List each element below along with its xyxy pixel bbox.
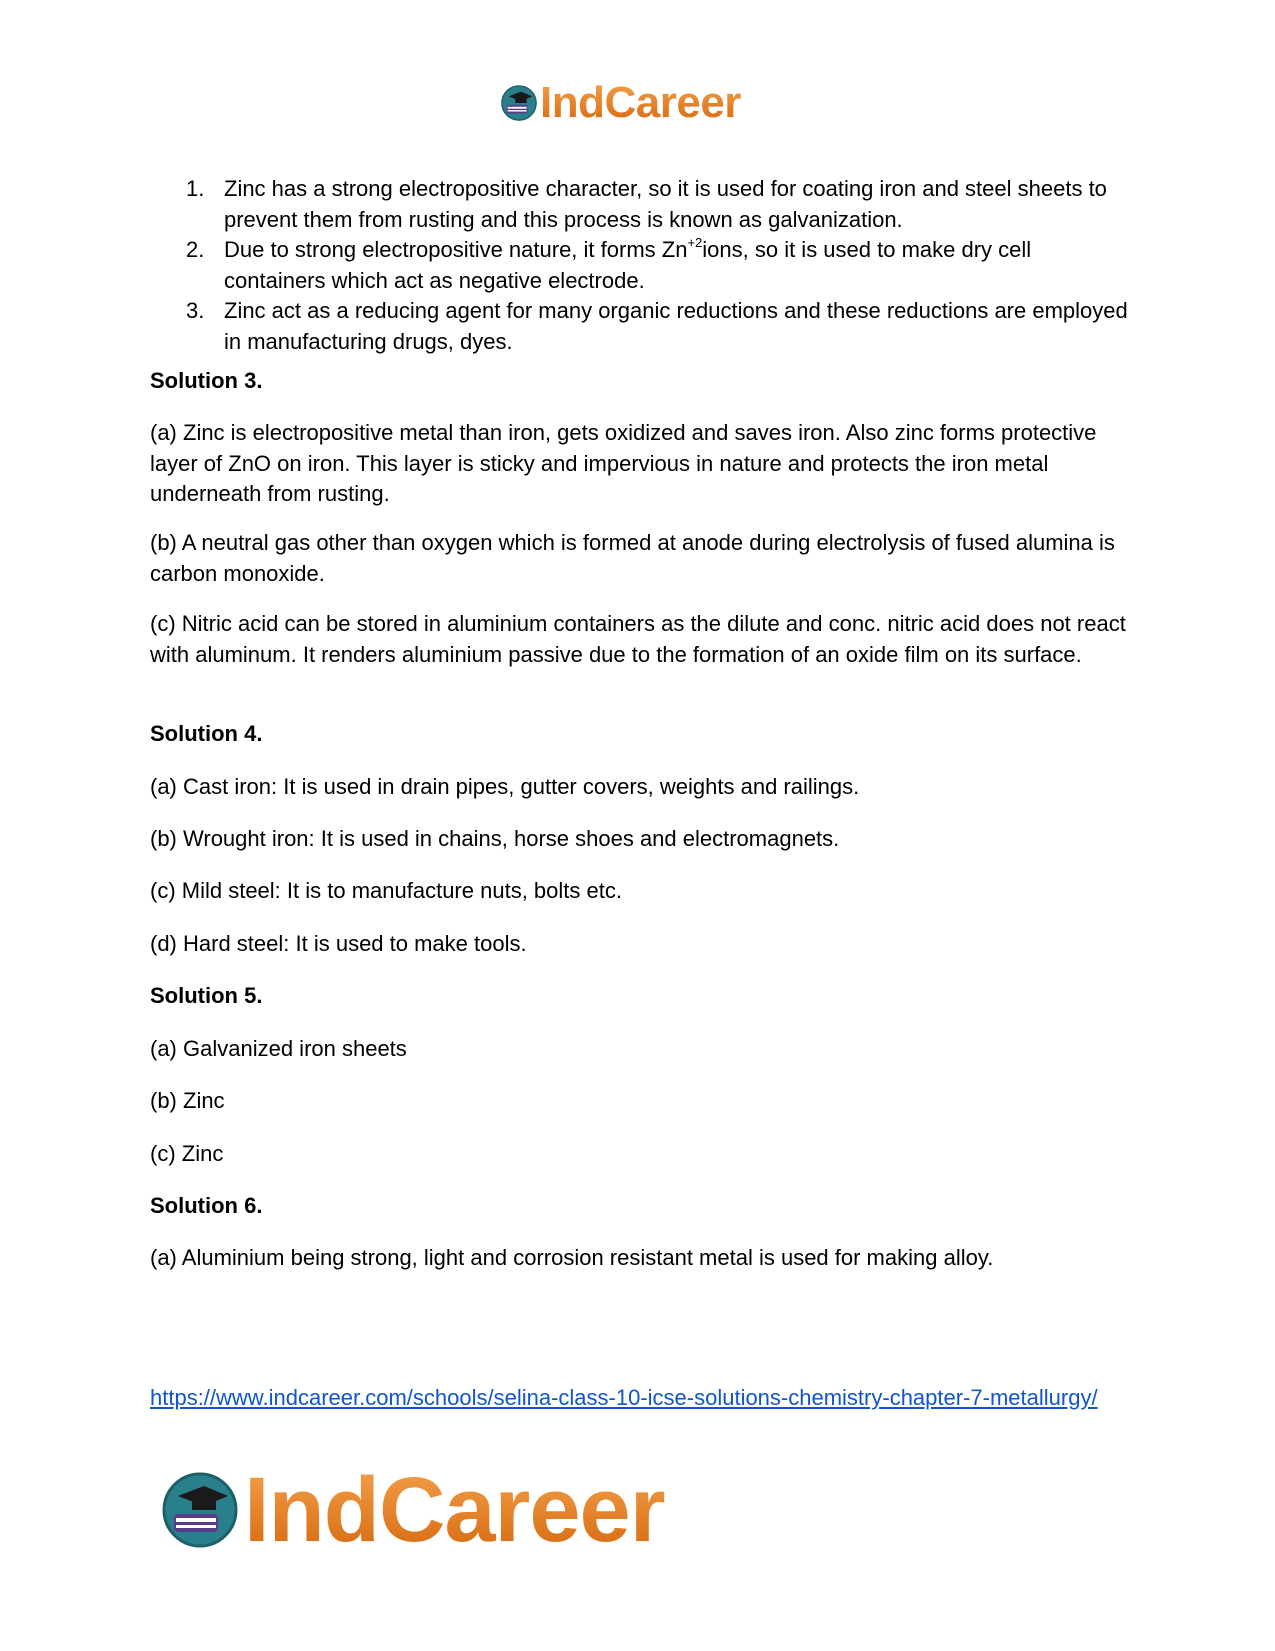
solution-3-part-c: (c) Nitric acid can be stored in aluminium containers as the dilute and conc. nitric acid does not react with aluminum. It renders aluminium passive due to the formation of an oxide film on its surface. xyxy=(150,611,1126,667)
footer-logo xyxy=(160,1460,665,1560)
solution-5-heading: Solution 5. xyxy=(150,983,263,1008)
brand-name: IndCareer xyxy=(244,1459,665,1561)
brand-name: IndCareer xyxy=(540,78,741,127)
list-item-text: Zinc act as a reducing agent for many organic reductions and these reductions are employed in manufacturing drugs, dyes. xyxy=(224,298,1128,354)
solution-4-part-d: (d) Hard steel: It is used to make tools. xyxy=(150,931,527,956)
solution-3-heading: Solution 3. xyxy=(150,368,263,393)
solution-5-part-c: (c) Zinc xyxy=(150,1141,224,1166)
solution-4-part-c: (c) Mild steel: It is to manufacture nuts, bolts etc. xyxy=(150,878,622,903)
list-number: 2. xyxy=(186,237,205,262)
solution-6-part-a: (a) Aluminium being strong, light and corrosion resistant metal is used for making alloy. xyxy=(150,1245,994,1270)
source-link[interactable]: https://www.indcareer.com/schools/selina-class-10-icse-solutions-chemistry-chapter-7-metallurgy/ xyxy=(150,1385,1098,1410)
header-logo xyxy=(500,78,741,128)
list-item xyxy=(150,174,1130,235)
solution-5-part-b: (b) Zinc xyxy=(150,1088,225,1113)
graduation-cap-book-icon xyxy=(500,84,538,122)
text-after-superscript: ions, so it is used to make dry cell containers which act as negative electrode. xyxy=(224,237,1032,293)
solution-6-heading: Solution 6. xyxy=(150,1193,263,1218)
solution-4-part-b: (b) Wrought iron: It is used in chains, horse shoes and electromagnets. xyxy=(150,826,840,851)
graduation-cap-book-icon xyxy=(160,1470,240,1550)
numbered-list xyxy=(150,174,1130,357)
text-before-superscript: Due to strong electropositive nature, it forms Zn xyxy=(224,237,688,262)
solution-4-part-a: (a) Cast iron: It is used in drain pipes, gutter covers, weights and railings. xyxy=(150,774,860,799)
solution-3-part-b: (b) A neutral gas other than oxygen which is formed at anode during electrolysis of fused alumina is carbon monoxide. xyxy=(150,530,1115,586)
list-item xyxy=(150,235,1130,296)
list-number: 1. xyxy=(186,176,205,201)
list-item-text xyxy=(224,234,1032,293)
list-number: 3. xyxy=(186,298,205,323)
solution-3-part-a: (a) Zinc is electropositive metal than iron, gets oxidized and saves iron. Also zinc forms protective layer of ZnO on iron. This layer is sticky and impervious in nature and protects the iron metal underneath from rusting. xyxy=(150,420,1097,506)
list-item-text: Zinc has a strong electropositive character, so it is used for coating iron and steel sheets to prevent them from rusting and this process is known as galvanization. xyxy=(224,176,1107,232)
list-item xyxy=(150,296,1130,357)
solution-5-part-a: (a) Galvanized iron sheets xyxy=(150,1036,407,1061)
solution-4-heading: Solution 4. xyxy=(150,721,263,746)
charge-superscript: +2 xyxy=(687,234,703,250)
